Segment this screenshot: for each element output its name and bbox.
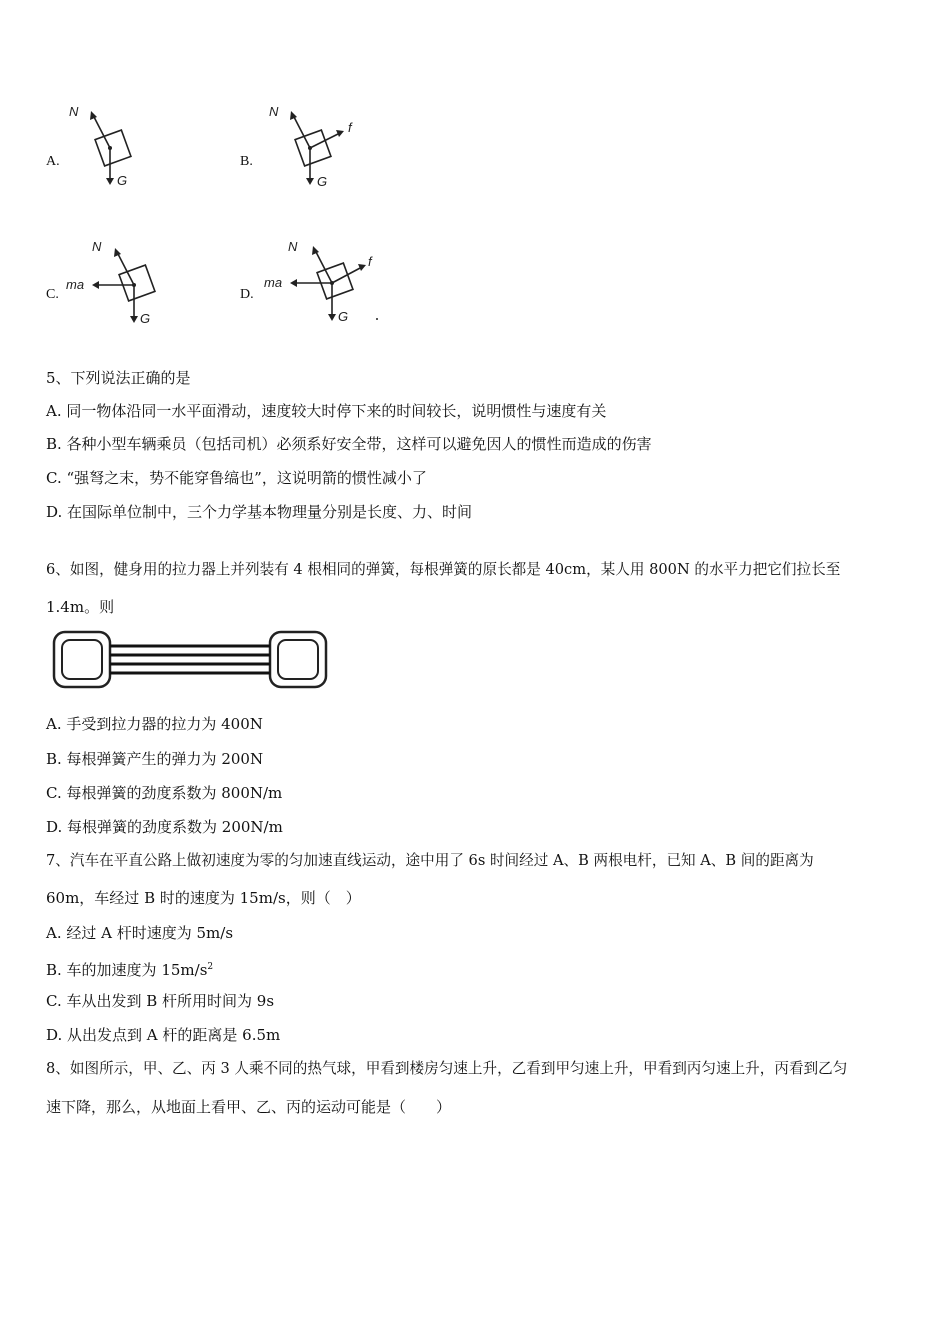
q5-option-a: A. 同一物体沿同一水平面滑动，速度较大时停下来的时间较长，说明惯性与速度有关 — [46, 402, 607, 420]
label-ma: ma — [264, 275, 283, 290]
q7-option-b — [46, 957, 213, 980]
q7-stem-line2: 60m，车经过 B 时的速度为 15m/s，则（ ） — [46, 889, 361, 907]
label-ma: ma — [66, 277, 85, 292]
q7-stem-line1: 7、汽车在平直公路上做初速度为零的匀加速直线运动，途中用了 6s 时间经过 A、B 两根电杆，已知 A、B 间的距离为 — [46, 852, 814, 869]
option-a-label: A. — [46, 154, 60, 169]
q5-option-b: B. 各种小型车辆乘员（包括司机）必须系好安全带，这样可以避免因人的惯性而造成的伤害 — [46, 435, 652, 453]
q7-option-d: D. 从出发点到 A 杆的距离是 6.5m — [46, 1026, 281, 1044]
label-f: f — [368, 254, 372, 269]
q7-option-b-text: B. 车的加速度为 15m/s — [46, 961, 208, 979]
label-g: G — [317, 174, 328, 189]
q5-stem: 5、下列说法正确的是 — [46, 369, 191, 387]
q5-option-d: D. 在国际单位制中，三个力学基本物理量分别是长度、力、时间 — [46, 503, 473, 521]
label-n: N — [92, 239, 102, 254]
q7-option-c: C. 车从出发到 B 杆所用时间为 9s — [46, 992, 275, 1010]
label-g: G — [140, 311, 151, 326]
q6-stem-line2: 1.4m。则 — [46, 598, 115, 616]
q6-option-a: A. 手受到拉力器的拉力为 400N — [46, 715, 263, 733]
label-g: G — [117, 173, 128, 188]
force-diagram-d — [260, 233, 390, 328]
force-diagram-a — [62, 100, 142, 195]
q6-option-b: B. 每根弹簧产生的弹力为 200N — [46, 750, 264, 768]
q6-option-d: D. 每根弹簧的劲度系数为 200N/m — [46, 818, 283, 836]
label-n: N — [69, 104, 79, 119]
q6-option-c: C. 每根弹簧的劲度系数为 800N/m — [46, 784, 283, 802]
chest-expander-figure — [52, 630, 330, 690]
label-g: G — [338, 309, 349, 324]
q6-stem-line1: 6、如图，健身用的拉力器上并列装有 4 根相同的弹簧，每根弹簧的原长都是 40cm，某人用 800N 的水平力把它们拉长至 — [46, 561, 841, 578]
label-n: N — [269, 104, 279, 119]
label-f: f — [348, 120, 352, 135]
force-diagram-b — [262, 100, 372, 195]
q7-option-b-superscript: 2 — [207, 962, 214, 972]
q7-option-a: A. 经过 A 杆时速度为 5m/s — [46, 924, 234, 942]
force-diagram-c — [62, 235, 172, 330]
q8-stem-line1: 8、如图所示，甲、乙、丙 3 人乘不同的热气球，甲看到楼房匀速上升，乙看到甲匀速上升，甲看到丙匀速上升，丙看到乙匀 — [46, 1060, 848, 1077]
option-b-label: B. — [240, 154, 253, 169]
option-d-label: D. — [240, 287, 254, 302]
q5-option-c: C. “强弩之末，势不能穿鲁缟也”，这说明箭的惯性减小了 — [46, 469, 427, 487]
label-n: N — [288, 239, 298, 254]
option-c-label: C. — [46, 287, 59, 302]
q8-stem-line2: 速下降，那么，从地面上看甲、乙、丙的运动可能是（ ） — [46, 1098, 452, 1116]
